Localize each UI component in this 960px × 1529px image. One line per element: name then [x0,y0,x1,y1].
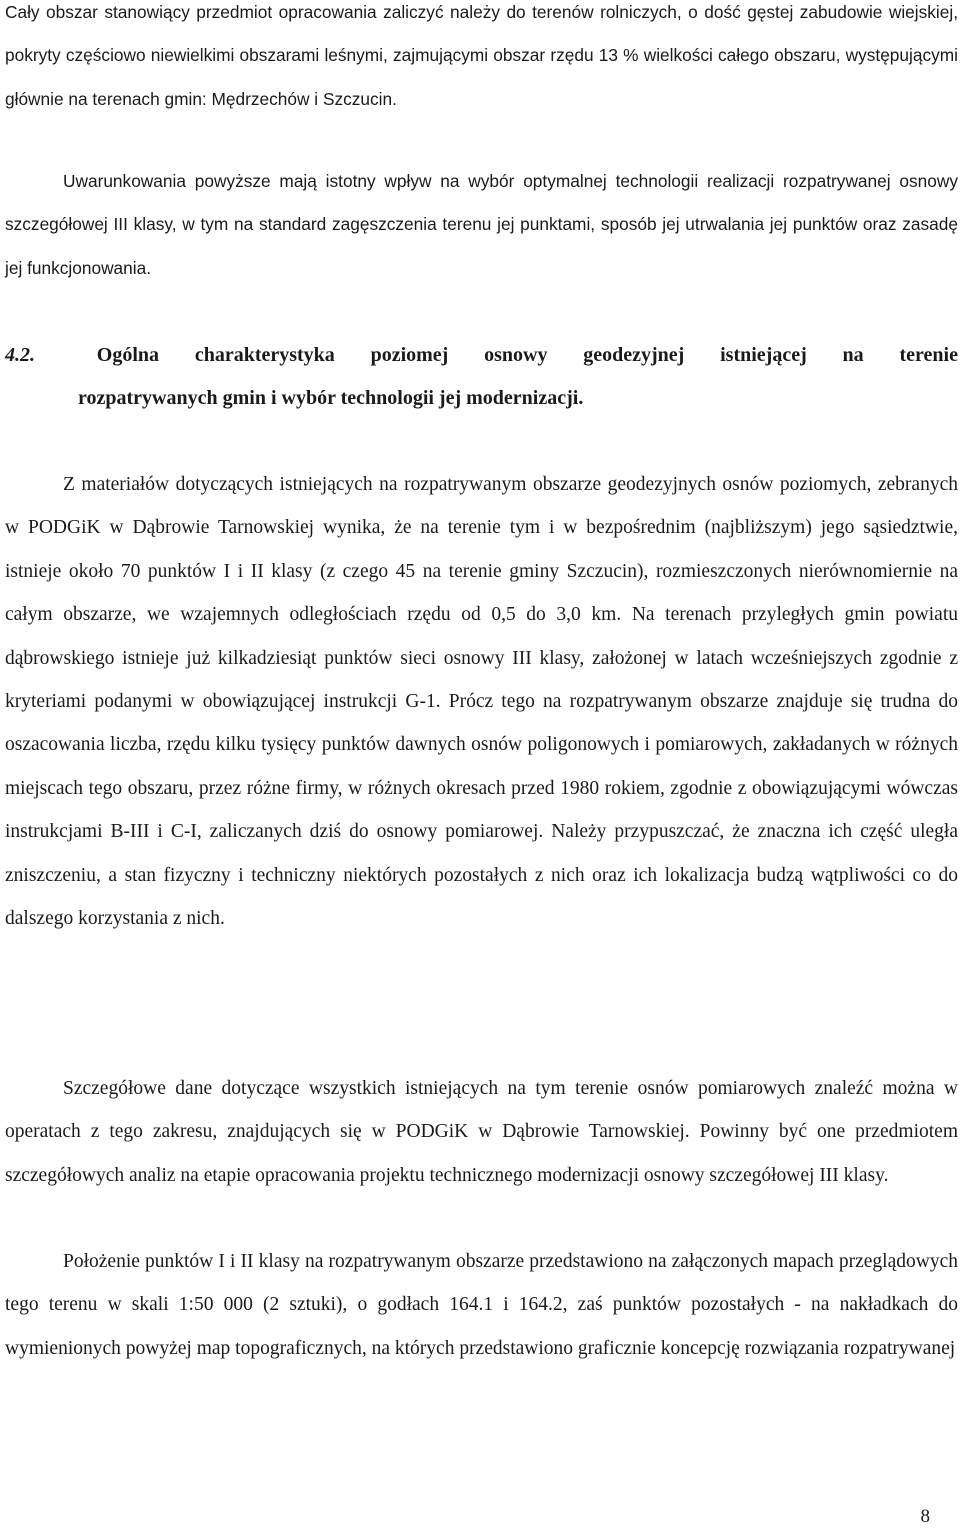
paragraph-point-locations: Położenie punktów I i II klasy na rozpatrywanym obszarze przedstawiono na załączonych mapach przeglądowych tego terenu w skali 1:50 000 (2 sztuki), o godłach 164.1 i 164.2, zaś punktów pozostałych - na nakładkach do wymienionych powyżej map topograficznych, na których przedstawiono graficznie koncepcję rozwiązania rozpatrywanej [5,1251,958,1359]
heading-word: Ogólna [96,344,160,366]
paragraph-land-use: Cały obszar stanowiący przedmiot opracowania zaliczyć należy do terenów rolniczych, o dość gęstej zabudowie wiejskiej, pokryty częściowo niewielkimi obszarami leśnymi, zajmującymi obszar rzędu 13 % wielkości całego obszaru, występującymi głównie na terenach gmin: Mędrzechów i Szczucin. [5,2,958,109]
page-number: 8 [920,1506,930,1527]
section-heading [5,334,958,421]
section-heading-line1 [5,334,958,377]
heading-word: terenie [899,344,958,366]
heading-word: na [842,344,864,366]
heading-word: charakterystyka [194,344,335,366]
paragraph-detailed-data: Szczegółowe dane dotyczące wszystkich istniejących na tym terenie osnów pomiarowych znaleźć można w operatach z tego zakresu, znajdujących się w PODGiK w Dąbrowie Tarnowskiej. Powinny być one przedmiotem szczegółowych analiz na etapie opracowania projektu technicznego modernizacji osnowy szczegółowej III klasy. [5,1078,958,1186]
heading-word: istniejącej [720,344,807,366]
paragraph-conditions: Uwarunkowania powyższe mają istotny wpływ na wybór optymalnej technologii realizacji rozpatrywanej osnowy szczegółowej III klasy, w tym na standard zagęszczenia terenu jej punktami, sposób jej utrwalania jej punktów oraz zasadę jej funkcjonowania. [5,171,958,278]
heading-word: osnowy [484,344,548,366]
section-heading-line2: rozpatrywanych gmin i wybór technologii jej modernizacji. [78,387,584,410]
heading-word: poziomej [370,344,449,366]
section-number: 4.2. [5,344,35,366]
heading-word: geodezyjnej [583,344,685,366]
paragraph-existing-networks: Z materiałów dotyczących istniejących na rozpatrywanym obszarze geodezyjnych osnów poziomych, zebranych w PODGiK w Dąbrowie Tarnowskiej wynika, że na terenie tym i w bezpośrednim (najbliższym) jego sąsiedztwie, istnieje około 70 punktów I i II klasy (z czego 45 na terenie gminy Szczucin), rozmieszczonych nierównomiernie na całym obszarze, we wzajemnych odległościach rzędu od 0,5 do 3,0 km. Na terenach przyległych gmin powiatu dąbrowskiego istnieje już kilkadziesiąt punktów sieci osnowy III klasy, założonej w latach wcześniejszych zgodnie z kryteriami podanymi w obowiązującej instrukcji G-1. Prócz tego na rozpatrywanym obszarze znajduje się trudna do oszacowania liczba, rzędu kilku tysięcy punktów dawnych osnów poligonowych i pomiarowych, zakładanych w różnych miejscach tego obszaru, przez różne firmy, w różnych okresach przed 1980 rokiem, zgodnie z obowiązującymi wówczas instrukcjami B-III i C-I, zaliczanych dziś do osnowy pomiarowej. Należy przypuszczać, że znaczna ich część uległa zniszczeniu, a stan fizyczny i techniczny niektórych pozostałych z nich oraz ich lokalizacja budzą wątpliwości co do dalszego korzystania z nich. [5,474,958,930]
